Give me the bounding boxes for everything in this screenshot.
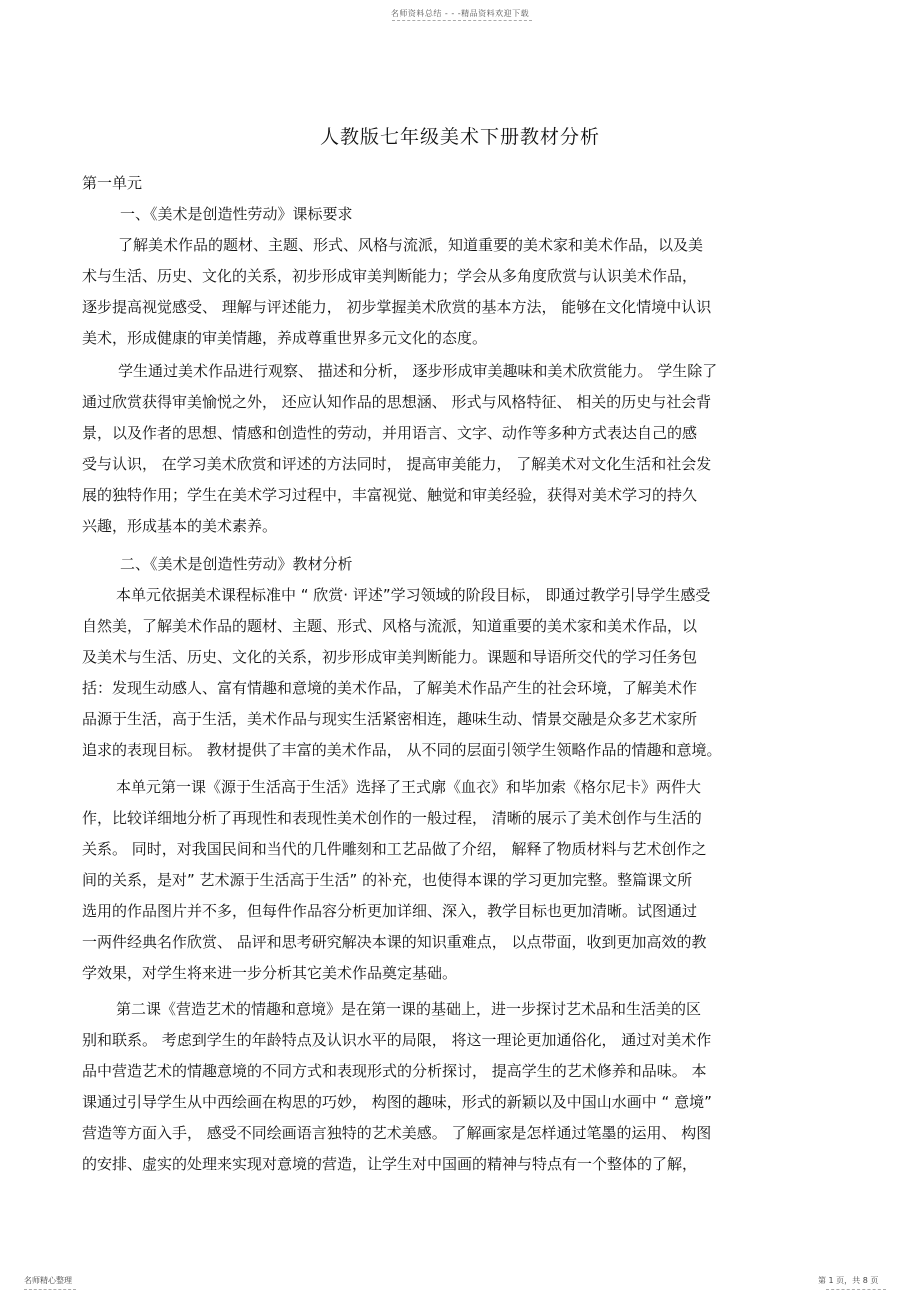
section2-paragraph-1 [82, 580, 836, 766]
text-line: 选用的作品图片并不多，但每件作品容分析更加详细、深入，教学目标也更加清晰。试图通过 [82, 902, 698, 920]
section1-paragraph-2 [82, 356, 836, 542]
text-line: 术与生活、历史、文化的关系，初步形成审美判断能力；学会从多角度欣赏与认识美术作品， [82, 267, 698, 285]
text-line: 本单元依据美术课程标准中 “ 欣赏· 评述”学习领域的阶段目标， 即通过教学引导学生感受 [116, 586, 711, 604]
footer-left-divider [24, 1289, 76, 1290]
unit-heading: 第一单元 [82, 174, 143, 192]
text-line: 学生通过美术作品进行观察、 描述和分析， 逐步形成审美趣味和美术欣赏能力。 学生除了 [118, 362, 718, 380]
text-line: 品中营造艺术的情趣意境的不同方式和表现形式的分析探讨， 提高学生的艺术修养和品味。 本 [82, 1062, 707, 1080]
footer-right-divider [826, 1289, 886, 1290]
text-line: 课通过引导学生从中西绘画在构思的巧妙， 构图的趣味，形式的新颖以及中国山水画中 “ 意境” [82, 1093, 712, 1111]
text-line: 品源于生活，高于生活，美术作品与现实生活紧密相连，趣味生动、情景交融是众多艺术家所 [82, 710, 698, 728]
text-line: 关系。 同时，对我国民间和当代的几件雕刻和工艺品做了介绍， 解释了物质材料与艺术创作之 [82, 840, 707, 858]
text-line: 受与认识， 在学习美术欣赏和评述的方法同时， 提高审美能力， 了解美术对文化生活和社会发 [82, 455, 712, 473]
text-line: 营造等方面入手， 感受不同绘画语言独特的艺术美感。 了解画家是怎样通过笔墨的运用、 构图 [82, 1124, 712, 1142]
text-line: 的安排、虚实的处理来实现对意境的营造，让学生对中国画的精神与特点有一个整体的了解， [82, 1155, 698, 1173]
section1-paragraph-1 [82, 230, 836, 354]
text-line: 间的关系，是对” 艺术源于生活高于生活” 的补充，也使得本课的学习更加完整。整篇课文所 [82, 871, 693, 889]
footer-left-label: 名师精心整理 [24, 1276, 72, 1285]
document-title: 人教版七年级美术下册教材分析 [319, 126, 600, 148]
section2-heading: 二、《美术是创造性劳动》教材分析 [120, 555, 353, 573]
text-line: 逐步提高视觉感受、 理解与评述能力， 初步掌握美术欣赏的基本方法， 能够在文化情境中认识 [82, 298, 712, 316]
text-line: 第二课《营造艺术的情趣和意境》是在第一课的基础上，进一步探讨艺术品和生活美的区 [116, 1000, 702, 1018]
section2-paragraph-2 [82, 772, 836, 989]
text-line: 通过欣赏获得审美愉悦之外， 还应认知作品的思想涵、 形式与风格特征、 相关的历史与社会背 [82, 393, 712, 411]
text-line: 了解美术作品的题材、主题、形式、风格与流派，知道重要的美术家和美术作品，以及美 [118, 236, 704, 254]
text-line: 学效果，对学生将来进一步分析其它美术作品奠定基础。 [82, 964, 458, 982]
section1-heading: 一、《美术是创造性劳动》课标要求 [120, 205, 353, 223]
text-line: 兴趣，形成基本的美术素养。 [82, 517, 278, 535]
text-line: 作，比较详细地分析了再现性和表现性美术创作的一般过程， 清晰的展示了美术创作与生活的 [82, 809, 702, 827]
text-line: 别和联系。 考虑到学生的年龄特点及认识水平的局限， 将这一理论更加通俗化， 通过对美术作 [82, 1031, 712, 1049]
text-line: 展的独特作用；学生在美术学习过程中，丰富视觉、触觉和审美经验，获得对美术学习的持久 [82, 486, 698, 504]
header-divider [392, 20, 532, 21]
text-line: 追求的表现目标。 教材提供了丰富的美术作品， 从不同的层面引领学生领略作品的情趣和意境。 [82, 741, 722, 759]
text-line: 自然美，了解美术作品的题材、主题、形式、风格与流派，知道重要的美术家和美术作品，以 [82, 617, 698, 635]
text-line: 景，以及作者的思想、情感和创造性的劳动，并用语言、文字、动作等多种方式表达自己的感 [82, 424, 698, 442]
text-line: 括：发现生动感人、富有情趣和意境的美术作品，了解美术作品产生的社会环境，了解美术作 [82, 679, 698, 697]
page-header: 名师资料总结 - - -精品资料欢迎下载 [390, 9, 530, 18]
section2-paragraph-3 [82, 994, 836, 1180]
text-line: 美术，形成健康的审美情趣，养成尊重世界多元文化的态度。 [82, 329, 488, 347]
page-number: 第 1 页，共 8 页 [818, 1276, 879, 1285]
text-line: 本单元第一课《源于生活高于生活》选择了王式廓《血衣》和毕加索《格尔尼卡》两件大 [116, 778, 702, 796]
text-line: 一两件经典名作欣赏、 品评和思考研究解决本课的知识重难点， 以点带面，收到更加高效的教 [82, 933, 707, 951]
text-line: 及美术与生活、历史、文化的关系，初步形成审美判断能力。课题和导语所交代的学习任务包 [82, 648, 698, 666]
